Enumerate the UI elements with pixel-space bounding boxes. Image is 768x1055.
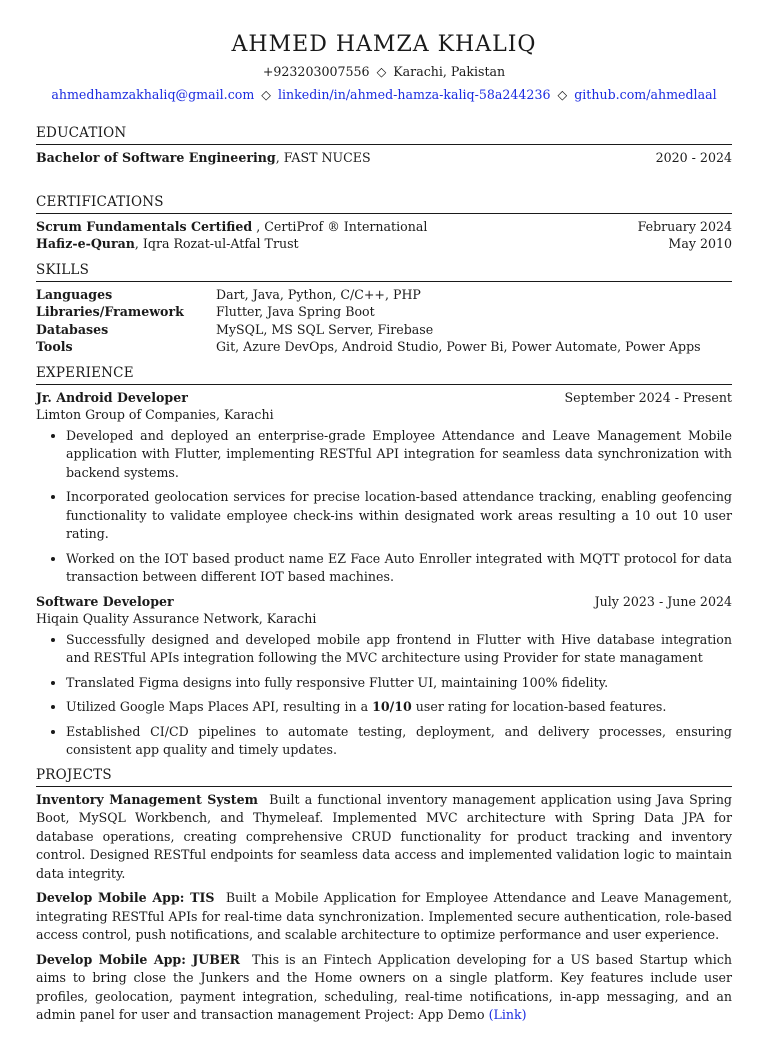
contact-line	[36, 63, 732, 81]
skill-row	[36, 321, 732, 339]
resume-page	[0, 31, 768, 1055]
projects-section	[36, 766, 732, 1025]
bullet-rating: 10/10	[372, 699, 412, 714]
cert-name: Scrum Fundamentals Certified	[36, 218, 253, 234]
list-item: • Established CI/CD pipelines to automate testing, deployment, and delivery processes, ensuring consistent app quality and timely updates.	[66, 723, 732, 760]
location: Karachi, Pakistan	[393, 64, 506, 79]
job-dates: September 2024 - Present	[564, 389, 732, 405]
candidate-name: AHMED HAMZA KHALIQ	[231, 32, 537, 57]
project-item	[36, 889, 732, 945]
project-desc: Built a Mobile Application for Employee Attendance and Leave Management, integrating RESTful APIs for real-time data synchronization. Implemented secure authentication, role-based access control, push notifications, and scalable architecture to optimize performance and user experience.	[36, 890, 733, 942]
job-dates: July 2023 - June 2024	[594, 593, 732, 609]
cert-date: May 2010	[668, 236, 732, 251]
cert-row	[36, 218, 732, 236]
degree: Bachelor of Software Engineering	[36, 150, 276, 165]
education-dates: 2020 - 2024	[655, 150, 732, 165]
bullet-text: user rating for location-based features.	[411, 699, 667, 714]
section-title: CERTIFICATIONS	[36, 193, 732, 214]
phone: +923203007556	[262, 64, 370, 79]
section-title: EDUCATION	[36, 124, 732, 145]
skill-label: Languages	[36, 286, 113, 302]
list-item: • Successfully designed and developed mobile app frontend in Flutter with Hive database integration and RESTful APIs integration following the MVC architecture using Provider for state managament	[66, 631, 732, 668]
company-name: Hiqain Quality Assurance Network, Karachi	[36, 611, 317, 626]
job-header	[36, 593, 732, 611]
linkedin-link[interactable]: linkedin/in/ahmed-hamza-kaliq-58a244236	[277, 87, 551, 102]
job-company	[36, 406, 732, 424]
list-item: • Developed and deployed an enterprise-grade Employee Attendance and Leave Management Mobile application with Flutter, implementing RESTful API integration for seamless data synchronization with backend systems.	[66, 427, 732, 483]
cert-org: , Iqra Rozat-ul-Atfal Trust	[134, 236, 299, 251]
email-link[interactable]: ahmedhamzakhaliq@gmail.com	[51, 87, 255, 102]
job-role: Jr. Android Developer	[36, 389, 188, 405]
skill-value: Dart, Java, Python, C/C++, PHP	[216, 286, 421, 302]
separator-icon: ◇	[557, 87, 568, 102]
skill-label: Databases	[36, 321, 109, 337]
experience-section	[36, 364, 732, 760]
project-demo-link[interactable]: (Link)	[488, 1007, 527, 1022]
job-role: Software Developer	[36, 593, 174, 609]
links-line	[36, 86, 732, 104]
skill-row	[36, 303, 732, 321]
education-section	[36, 124, 732, 167]
project-name: Inventory Management System	[36, 791, 258, 807]
section-title: PROJECTS	[36, 766, 732, 787]
list-item: • Translated Figma designs into fully responsive Flutter UI, maintaining 100% fidelity.	[66, 674, 732, 693]
bullet-text: Utilized Google Maps Places API, resulting in a	[66, 699, 373, 714]
separator-icon: ◇	[261, 87, 271, 102]
job-company	[36, 610, 732, 628]
project-desc: Built a functional inventory management application using Java Spring Boot, MySQL Workbench, and Thymeleaf. Implemented MVC architecture with Spring Data JPA for database operations, creating comprehensive CRUD functionality for product tracking and inventory control. Designed RESTful endpoints for seamless data access and implemented validation logic to maintain data integrity.	[36, 791, 732, 881]
cert-name: Hafiz-e-Quran	[36, 236, 135, 251]
skills-section	[36, 261, 732, 356]
list-item: • Worked on the IOT based product name EZ Face Auto Enroller integrated with MQTT protocol for data transaction between different IOT based machines.	[66, 550, 732, 587]
skill-row	[36, 286, 732, 304]
separator-icon: ◇	[376, 64, 387, 79]
skills-table	[36, 286, 732, 356]
company-name: Limton Group of Companies, Karachi	[36, 407, 274, 422]
section-title: EXPERIENCE	[36, 364, 732, 385]
skill-value: Git, Azure DevOps, Android Studio, Power Bi, Power Automate, Power Apps	[216, 339, 701, 354]
skill-row	[36, 338, 732, 356]
list-item	[66, 698, 732, 717]
education-row	[36, 149, 732, 167]
cert-date: February 2024	[637, 218, 732, 234]
project-item	[36, 951, 732, 1025]
job-bullets	[36, 631, 732, 760]
school: , FAST NUCES	[275, 150, 371, 165]
project-desc: This is an Fintech Application developing for a US based Startup which aims to bring close the Junkers and the Home owners on a single platform. Key features include user profiles, geolocation, payment integration, scheduling, real-time notifications, in-app messaging, and an admin panel for user and transaction management Project: App Demo	[36, 951, 732, 1022]
skill-value: MySQL, MS SQL Server, Firebase	[216, 321, 434, 337]
cert-row	[36, 235, 732, 253]
github-link[interactable]: github.com/ahmedlaal	[574, 87, 717, 102]
skill-label: Libraries/Framework	[36, 304, 184, 319]
cert-org: , CertiProf ® International	[252, 218, 428, 234]
job-header	[36, 389, 732, 407]
job-bullets	[36, 427, 732, 587]
project-item	[36, 791, 732, 884]
section-title: SKILLS	[36, 261, 732, 282]
skill-value: Flutter, Java Spring Boot	[216, 304, 375, 319]
project-name: Develop Mobile App: TIS	[36, 890, 215, 905]
project-name: Develop Mobile App: JUBER	[36, 951, 240, 967]
certifications-section	[36, 193, 732, 253]
skill-label: Tools	[36, 339, 73, 354]
list-item: • Incorporated geolocation services for precise location-based attendance tracking, enabling geofencing functionality to validate employee check-ins within designated work areas resulting a 10 out 10 user rating.	[66, 488, 732, 544]
